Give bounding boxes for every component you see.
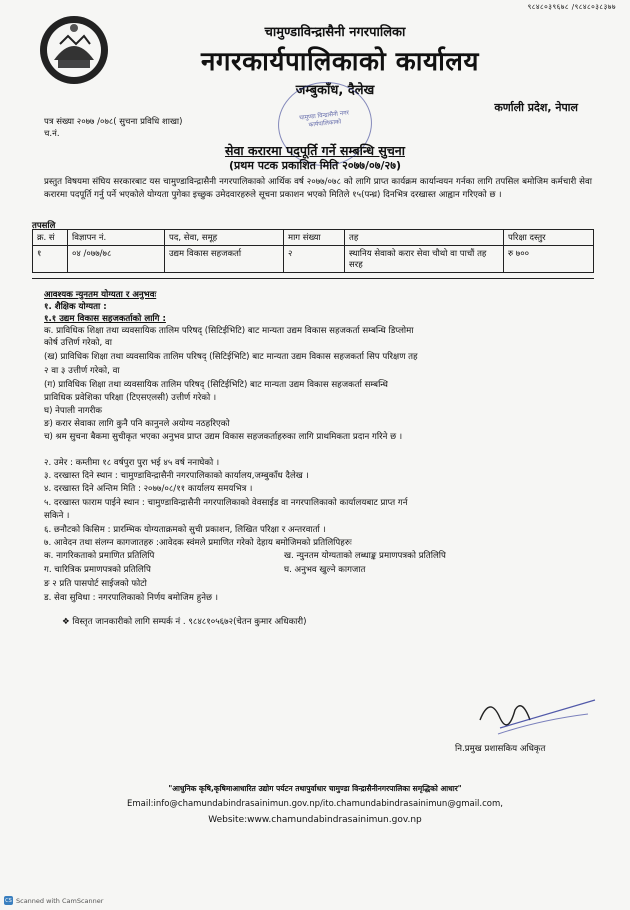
req-item: ४. दरखास्त दिने अन्तिम मिति : २०७७/०८/११ कार्यालय समयभित्र ।: [44, 484, 253, 494]
qual-line: क. प्राविधिक शिक्षा तथा व्यवसायिक तालिम परिषद् (सिटिईभिटि) बाट मान्यता उद्यम विकास सहजकर्ता सम्बन्धि डिप्लोमा: [44, 326, 414, 336]
req-item: २. उमेर : कम्तीमा १८ वर्षपुरा पुरा भई ४५ वर्ष ननाघेको ।: [44, 458, 220, 468]
notice-intro: प्रस्तुत विषयमा संघिय सरकारबाट यस चामुण्डाविन्द्रासैनी नगरपालिकाको आर्थिक वर्ष २०७७/०७८ को लागि प्राप्त कार्यक्रम कार्यान्वयन गर्नका लागि तपसिल बमोजिम कर्मचारी सेवा करारमा पदपूर्ति गर्नु पर्ने भएकोले योग्यता पुगेका इच्छुक उमेदवारहरुले सूचना प्रकाशन भएको मितिले १५(पन्ध्र) दिनभित्र दरखास्त आह्वान गरिएको छ ।: [44, 177, 592, 200]
footer-slogan: "आधुनिक कृषि,कृषिमाआधारित उद्योग पर्यटन तथापुर्वाधार चामुण्डा विन्द्रासैनीनगरपालिका समृद्धिको आधार": [168, 784, 462, 793]
education-subheading: १.१ उद्यम विकास सहजकर्ताको लागि :: [44, 314, 166, 324]
cell-level: स्थानिय सेवाको करार सेवा चौथो वा पाचौं तह सरह: [345, 246, 504, 273]
contact-info: ❖ विस्तृत जानकारीको लागि सम्पर्क नं . ९८४८१०५६७२(चेतन कुमार अधिकारी): [62, 617, 307, 627]
req-item: सकिने ।: [44, 511, 70, 521]
qual-line: घ) नेपाली नागरीक: [44, 406, 102, 416]
service-facility: ड. सेवा सुविधा : नगरपालिकाको निर्णय बमोजिम हुनेछ ।: [44, 593, 218, 603]
divider: [32, 278, 594, 279]
notice-title: सेवा करारमा पदपूर्ति गर्ने सम्बन्धि सुचना: [225, 143, 405, 158]
cell-ad-no: ०४ /०७७/७८: [68, 246, 165, 273]
signature-image: [470, 690, 600, 740]
table-header-row: [33, 230, 594, 246]
scanner-text: Scanned with CamScanner: [16, 896, 104, 905]
req-item: ६. छनौटको किसिम : प्रारम्भिक योग्यताक्रमको सुची प्रकाशन, लिखित परिक्षा र अन्तरवार्ता ।: [44, 525, 326, 535]
office-name: नगरकार्यपालिकाको कार्यालय: [200, 47, 480, 77]
attachment-item: ख. न्युनतम योग्यताको लब्धाङ्क प्रमाणपत्रको प्रतिलिपि: [284, 551, 446, 561]
req-item: ५. दरखास्त फाराम पाईने स्थान : चामुण्डाविन्द्रासैनी नगरपालिकाको वेवसाईड वा नगरपालिकाको कार्यालयबाट प्राप्त गर्न: [44, 498, 408, 508]
attachment-item: ग. चारित्रिक प्रमाणपत्रको प्रतिलिपि: [44, 565, 151, 575]
notice-subtitle: (प्रथम पटक प्रकाशित मिति २०७७/०७/२७): [229, 159, 401, 172]
qual-line: च) श्रम सुचना बैकमा सुचीकृत भएका अनुभव प्राप्त उद्यम विकास सहजकर्ताहरुका लागि प्राथमिकता प्रदान गरिने छ ।: [44, 432, 403, 442]
cell-post: उद्यम विकास सहजकर्ता: [165, 246, 284, 273]
scanner-watermark: [4, 896, 103, 905]
qual-line: २ वा ३ उत्तीर्ण गरेको, वा: [44, 366, 120, 376]
col-fee: परिक्षा दस्तुर: [504, 230, 594, 246]
table-label: तपसलि: [32, 221, 56, 231]
phone-numbers: ९८४८०३९६७८ /९८४८०३८३७७: [527, 3, 616, 11]
reference-number: पत्र संख्या २०७७ /०७८( सुचना प्रविधि शाखा): [44, 117, 183, 127]
municipality-name: चामुण्डाविन्द्रासैनी नगरपालिका: [264, 25, 406, 40]
col-ad-no: विज्ञापन नं.: [68, 230, 165, 246]
col-post: पद, सेवा, समूह: [165, 230, 284, 246]
req-item: ७. आवेदन तथा संलग्न कागजातहरु :आवेदक स्वंमले प्रमाणित गरेको देहाय बमोजिमको प्रतिलिपिहरुः: [44, 538, 352, 548]
footer-website: Website:www.chamundabindrasainimun.gov.np: [208, 815, 422, 825]
cell-serial: १: [33, 246, 68, 273]
col-serial: क्र. सं: [33, 230, 68, 246]
signatory-designation: नि.प्रमुख प्रशासकिय अधिकृत: [455, 744, 546, 754]
stamp-text: चामुण्डा विन्द्रासैनी नगर कार्यपालिकाको: [298, 109, 350, 129]
attachment-item: ङ २ प्रति पासपोर्ट साईजको फोटो: [44, 579, 147, 589]
cell-demand: २: [284, 246, 345, 273]
qual-line: ङ) करार सेवाका लागि कुनै पनि कानुनले अयोग्य नठहरिएको: [44, 419, 230, 429]
qual-line: (ग) प्राविधिक शिक्षा तथा व्यवसायिक तालिम परिषद् (सिटिईभिटि) बाट मान्यता उद्यम विकास सहजकर्ता सम्बन्धि: [44, 380, 388, 390]
attachment-item: क. नागरिकताको प्रमाणित प्रतिलिपि: [44, 551, 155, 561]
col-level: तह: [345, 230, 504, 246]
office-location: जम्बुकाँध, दैलेख: [295, 83, 375, 98]
qualifications-heading: आवश्यक न्युनतम योग्यता र अनुभवः: [44, 290, 157, 300]
dispatch-number: च.नं.: [44, 129, 60, 139]
qual-line: (ख) प्राविधिक शिक्षा तथा व्यवसायिक तालिम परिषद् (सिटिईभिटि) बाट मान्यता उद्यम विकास सहजकर्ता सिप परिक्षण तह: [44, 352, 418, 362]
qual-line: कोर्ष उत्तिर्ण गरेको, वा: [44, 338, 112, 348]
cell-fee: रु ७००: [504, 246, 594, 273]
province-name: कर्णाली प्रदेश, नेपाल: [494, 101, 578, 114]
camscanner-icon: CS: [5, 897, 12, 904]
req-item: ३. दरखास्त दिने स्थान : चामुण्डाविन्द्रासैनी नगरपालिकाको कार्यालय,जम्बुकाँध दैलेख ।: [44, 471, 309, 481]
vacancy-table: [32, 229, 594, 273]
footer-email: Email:info@chamundabindrasainimun.gov.np/ito.chamundabindrasainimun@gmail.com,: [127, 799, 503, 809]
attachment-item: घ. अनुभव खुल्ने कागजात: [284, 565, 366, 575]
table-row: [33, 246, 594, 273]
col-demand: माग संख्या: [284, 230, 345, 246]
qual-line: प्राविधिक प्रवेशिका परिक्षा (टिएसएलसी) उत्तीर्ण गरेको ।: [44, 393, 217, 403]
education-heading: १. शैक्षिक योग्यता :: [44, 302, 107, 312]
